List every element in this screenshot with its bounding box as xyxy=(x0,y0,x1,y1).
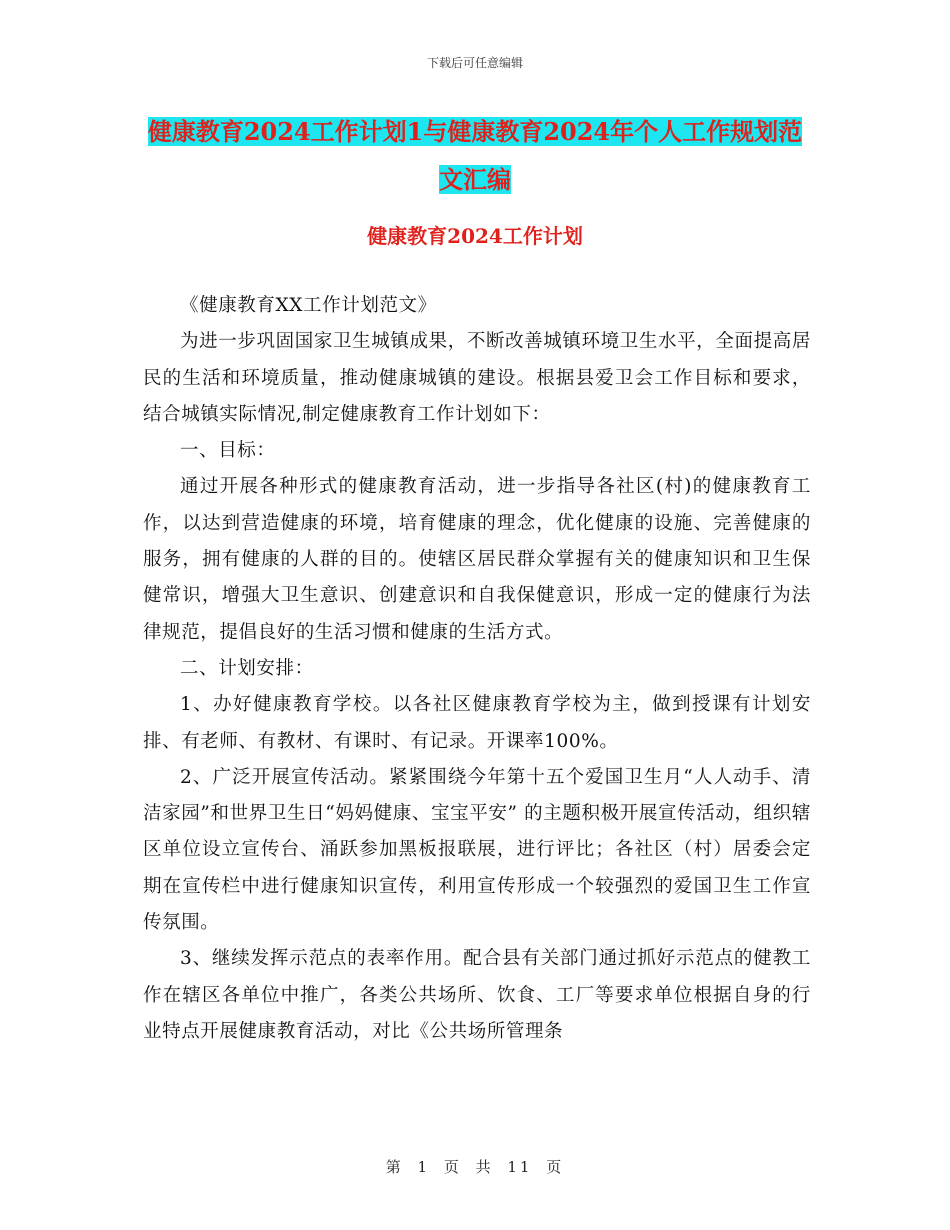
section-title: 健康教育2024工作计划 xyxy=(367,224,583,248)
document-title xyxy=(140,108,810,204)
paragraph-6: 1、办好健康教育学校。以各社区健康教育学校为主，做到授课有计划安排、有老师、有教材、有课时、有记录。开课率100%。 xyxy=(143,694,811,752)
paragraph-1: 《健康教育XX工作计划范文》 xyxy=(180,295,437,316)
paragraph-3: 一、目标： xyxy=(180,440,276,462)
page-header-note: 下载后可任意编辑 xyxy=(426,56,523,70)
paragraph-7: 2、广泛开展宣传活动。紧紧围绕今年第十五个爱国卫生月“人人动手、清洁家园”和世界卫生日“妈妈健康、宝宝平安” 的主题积极开展宣传活动，组织辖区单位设立宣传台、涌跃参加黑板报联展，进行评比；各社区（村）居委会定期在宣传栏中进行健康知识宣传，利用宣传形成一个较强烈的爱国卫生工作宣传氛围。 xyxy=(143,766,811,934)
paragraph-5: 二、计划安排： xyxy=(180,657,314,679)
document-body xyxy=(143,288,811,1050)
page-number: 第 1 页 共 11 页 xyxy=(385,1158,565,1176)
paragraph-2: 为进一步巩固国家卫生城镇成果，不断改善城镇环境卫生水平，全面提高居民的生活和环境质量，推动健康城镇的建设。根据县爱卫会工作目标和要求，结合城镇实际情况,制定健康教育工作计划如下： xyxy=(143,331,811,425)
document-title-text: 健康教育2024工作计划1与健康教育2024年个人工作规划范文汇编 xyxy=(147,117,803,194)
paragraph-8: 3、继续发挥示范点的表率作用。配合县有关部门通过抓好示范点的健教工作在辖区各单位中推广，各类公共场所、饮食、工厂等要求单位根据自身的行业特点开展健康教育活动，对比《公共场所管理条 xyxy=(143,948,811,1042)
paragraph-4: 通过开展各种形式的健康教育活动，进一步指导各社区(村)的健康教育工作，以达到营造健康的环境，培育健康的理念，优化健康的设施、完善健康的服务，拥有健康的人群的目的。使辖区居民群众掌握有关的健康知识和卫生保健常识，增强大卫生意识、创建意识和自我保健意识，形成一定的健康行为法律规范，提倡良好的生活习惯和健康的生活方式。 xyxy=(143,476,811,643)
